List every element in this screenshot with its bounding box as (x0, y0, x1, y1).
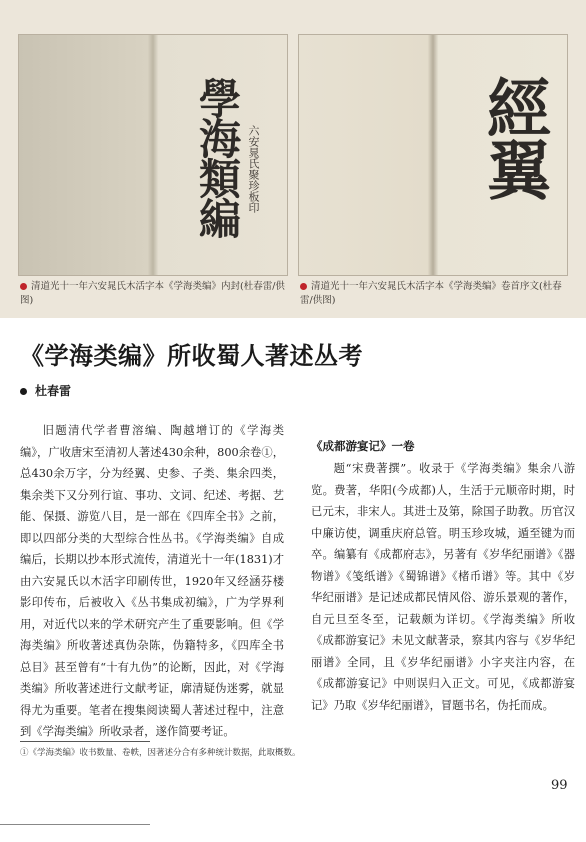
caption-left: 清道光十一年六安晁氏木活字本《学海类编》内封(杜春雷/供图) (20, 281, 285, 306)
caption-bullet-icon (300, 283, 307, 290)
cover-side-text: 六安晁氏聚珍板印 (247, 125, 260, 213)
footnote: ①《学海类编》收书数量、卷帙，因著述分合有多种统计数据，此取概数。 (20, 748, 301, 758)
author-byline: 杜春雷 (20, 382, 71, 399)
section-title: 《成都游宴记》一卷 (311, 439, 415, 453)
image-band (0, 0, 586, 318)
intro-column (20, 420, 284, 743)
preface-title-chars: 經翼 (476, 75, 551, 199)
section-paragraph: 题“宋费著撰”。收录于《学海类编》集余八游览。费著，华阳(今成都)人，生活于元顺帝时期，时已元末，非宋人。其进士及第，除国子助教。历官汉中廉访使，调重庆府总管。明玉珍攻城，遁至键为而卒。编纂有《成都府志》，另著有《岁华纪丽谱》《器物谱》《笺纸谱》《蜀锦谱》《楮币谱》等。其中《岁华纪丽谱》是记述成都民情风俗、游乐景观的著作，自元旦至冬至，记载颇为详切。《学海类编》所收《成都游宴记》未见文献著录，察其内容与《岁华纪丽谱》全同，且《岁华纪丽谱》小字夹注内容，在《成都游宴记》中则误归入正文。可见，《成都游宴记》乃取《岁华纪丽谱》，冒题书名，伪托而成。 (311, 462, 575, 712)
section-column (311, 458, 575, 716)
footnote-divider (20, 741, 150, 742)
caption-right: 清道光十一年六安晁氏木活字本《学海类编》卷首序文(杜春雷/供图) (300, 281, 562, 306)
author-bullet-icon (20, 388, 27, 395)
article-title: 《学海类编》所收蜀人著述丛考 (20, 341, 363, 370)
book-preface-photo (298, 34, 568, 276)
bottom-divider (0, 824, 150, 825)
intro-paragraph: 旧题清代学者曹溶编、陶越增订的《学海类编》，广收唐宋至清初人著述430余种，800余卷①，总430余万字，分为经翼、史参、子类、集余四类，集余类下又分列行谊、事功、文词、纪述、考据、艺能、保摄、游览八目，是一部在《四库全书》之前，即以四部分类的大型综合性丛书。《学海类编》自成编后，长期以抄本形式流传，清道光十一年(1831)才由六安晁氏以木活字印刷传世，1920年又经涵芬楼影印传布，后被收入《丛书集成初编》，广为学界利用，对近代以来的学术研究产生了重要影响。但《学海类编》所收著述真伪杂陈，伪籍特多，《四库全书总目》甚至曾有“十有九伪”的论断，因此，对《学海类编》所收著述进行文献考证，廓清疑伪迷雾，就显得尤为重要。笔者在搜集阅读蜀人著述过程中，注意到《学海类编》所收录者，遂作简要考证。 (20, 424, 284, 738)
cover-title-chars: 學海類編 (193, 77, 242, 237)
caption-bullet-icon (20, 283, 27, 290)
page-number: 99 (551, 778, 568, 793)
book-cover-photo (18, 34, 288, 276)
